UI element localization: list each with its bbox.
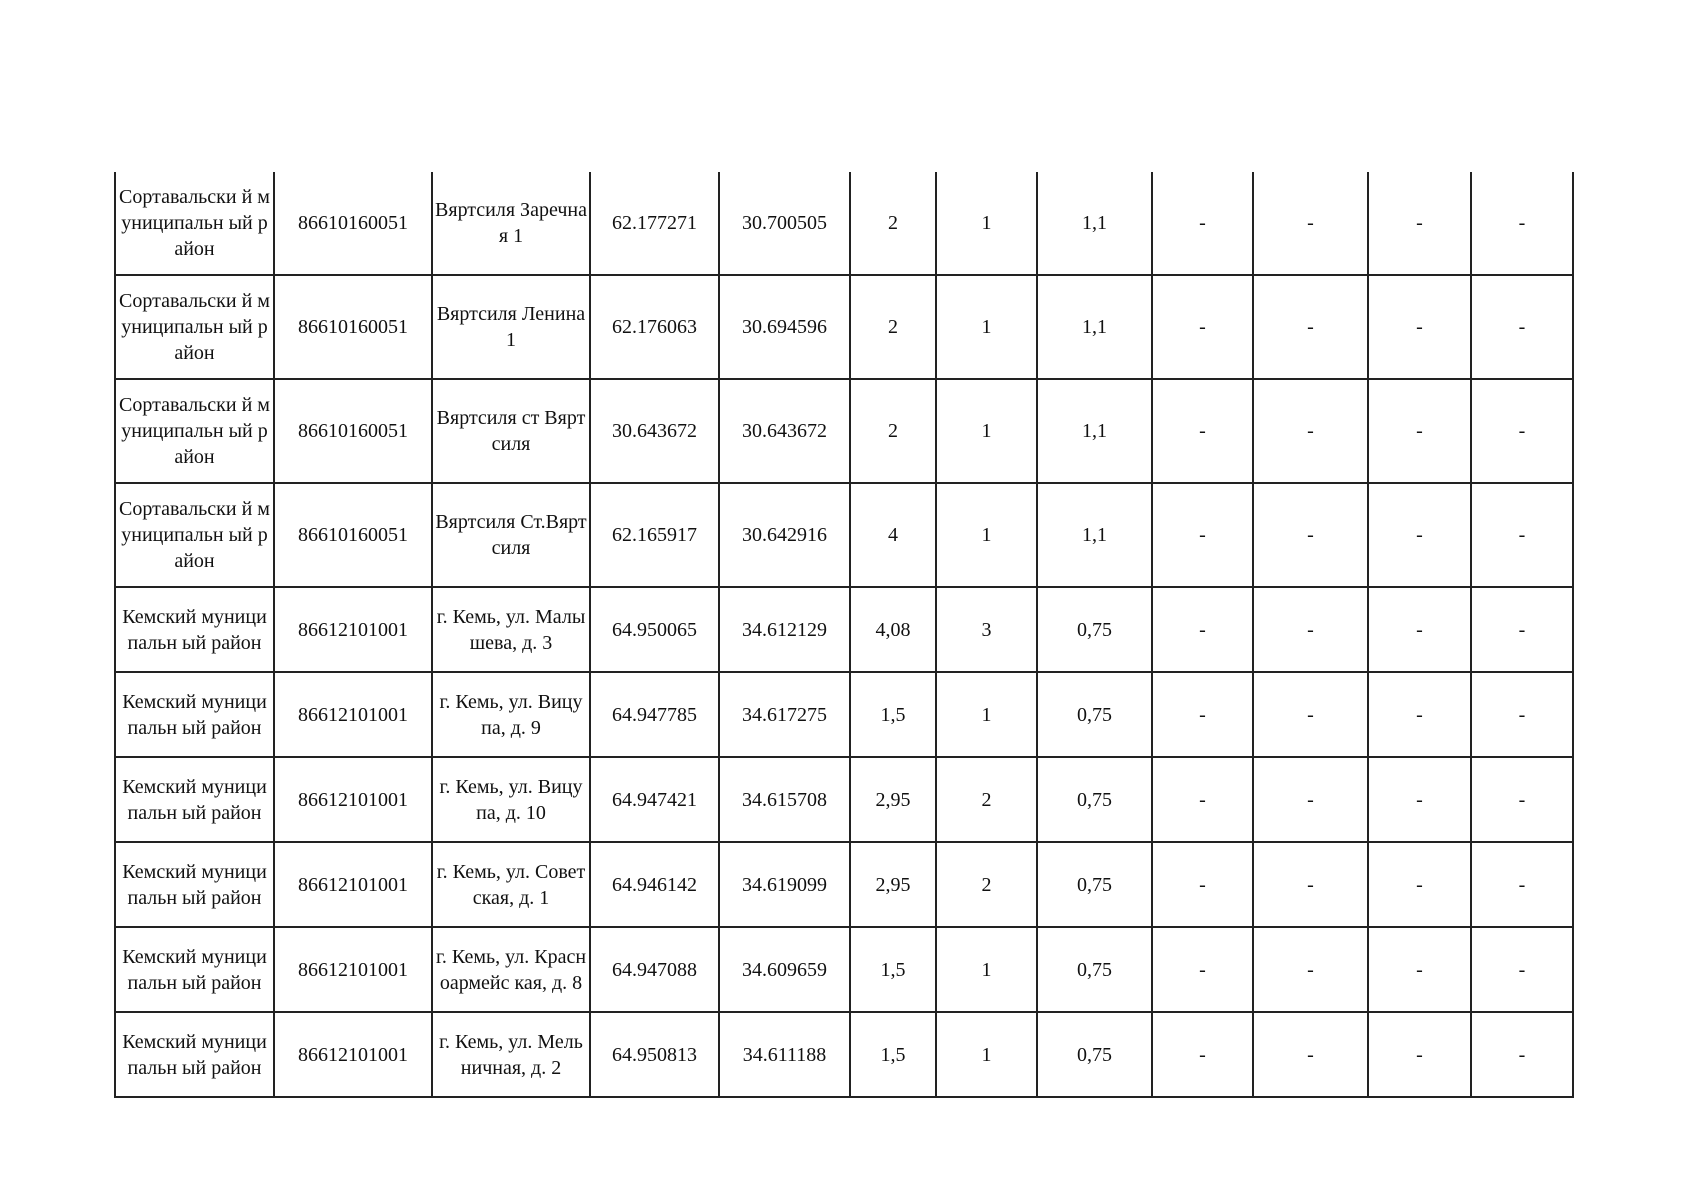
dash-cell-3: - [1368, 587, 1471, 672]
address-cell: г. Кемь, ул. Красноармейс кая, д. 8 [432, 927, 590, 1012]
container-count-cell: 2 [936, 757, 1037, 842]
table-row [115, 275, 1573, 379]
latitude-cell: 62.176063 [590, 275, 719, 379]
oktmo-cell: 86612101001 [274, 672, 432, 757]
address-cell: Вяртсиля Ст.Вяртсиля [432, 483, 590, 587]
district-cell: Кемский муниципальн ый район [115, 672, 274, 757]
dash-cell-2: - [1253, 483, 1368, 587]
table-row [115, 842, 1573, 927]
longitude-cell: 30.643672 [719, 379, 850, 483]
district-cell: Сортавальски й муниципальн ый район [115, 172, 274, 275]
area-cell: 2,95 [850, 842, 936, 927]
oktmo-cell: 86612101001 [274, 927, 432, 1012]
dash-cell-2: - [1253, 927, 1368, 1012]
latitude-cell: 64.950065 [590, 587, 719, 672]
dash-cell-2: - [1253, 757, 1368, 842]
dash-cell-4: - [1471, 172, 1573, 275]
address-cell: Вяртсиля Заречная 1 [432, 172, 590, 275]
address-cell: г. Кемь, ул. Советская, д. 1 [432, 842, 590, 927]
area-cell: 2 [850, 172, 936, 275]
dash-cell-4: - [1471, 927, 1573, 1012]
dash-cell-3: - [1368, 672, 1471, 757]
area-cell: 4 [850, 483, 936, 587]
dash-cell-4: - [1471, 483, 1573, 587]
table-row [115, 927, 1573, 1012]
table-body [115, 172, 1573, 1097]
area-cell: 1,5 [850, 1012, 936, 1097]
oktmo-cell: 86610160051 [274, 172, 432, 275]
volume-cell: 0,75 [1037, 757, 1152, 842]
address-cell: г. Кемь, ул. Мельничная, д. 2 [432, 1012, 590, 1097]
dash-cell-3: - [1368, 483, 1471, 587]
dash-cell-2: - [1253, 672, 1368, 757]
dash-cell-3: - [1368, 842, 1471, 927]
dash-cell-3: - [1368, 379, 1471, 483]
longitude-cell: 34.611188 [719, 1012, 850, 1097]
longitude-cell: 30.694596 [719, 275, 850, 379]
district-cell: Сортавальски й муниципальн ый район [115, 483, 274, 587]
oktmo-cell: 86612101001 [274, 842, 432, 927]
dash-cell-2: - [1253, 275, 1368, 379]
longitude-cell: 30.642916 [719, 483, 850, 587]
district-cell: Кемский муниципальн ый район [115, 587, 274, 672]
address-cell: г. Кемь, ул. Малышева, д. 3 [432, 587, 590, 672]
dash-cell-3: - [1368, 1012, 1471, 1097]
dash-cell-2: - [1253, 587, 1368, 672]
address-cell: г. Кемь, ул. Вицупа, д. 10 [432, 757, 590, 842]
latitude-cell: 30.643672 [590, 379, 719, 483]
volume-cell: 0,75 [1037, 927, 1152, 1012]
dash-cell-1: - [1152, 672, 1253, 757]
dash-cell-1: - [1152, 379, 1253, 483]
latitude-cell: 64.947785 [590, 672, 719, 757]
table-row [115, 483, 1573, 587]
dash-cell-3: - [1368, 172, 1471, 275]
district-cell: Кемский муниципальн ый район [115, 1012, 274, 1097]
container-count-cell: 1 [936, 672, 1037, 757]
table-row [115, 172, 1573, 275]
container-count-cell: 1 [936, 379, 1037, 483]
dash-cell-1: - [1152, 927, 1253, 1012]
longitude-cell: 30.700505 [719, 172, 850, 275]
volume-cell: 0,75 [1037, 1012, 1152, 1097]
district-cell: Кемский муниципальн ый район [115, 927, 274, 1012]
container-count-cell: 1 [936, 172, 1037, 275]
longitude-cell: 34.617275 [719, 672, 850, 757]
oktmo-cell: 86610160051 [274, 379, 432, 483]
area-cell: 2,95 [850, 757, 936, 842]
dash-cell-2: - [1253, 172, 1368, 275]
area-cell: 1,5 [850, 927, 936, 1012]
dash-cell-2: - [1253, 379, 1368, 483]
dash-cell-3: - [1368, 275, 1471, 379]
address-cell: г. Кемь, ул. Вицупа, д. 9 [432, 672, 590, 757]
volume-cell: 0,75 [1037, 587, 1152, 672]
container-count-cell: 2 [936, 842, 1037, 927]
area-cell: 2 [850, 379, 936, 483]
dash-cell-1: - [1152, 757, 1253, 842]
latitude-cell: 64.947088 [590, 927, 719, 1012]
volume-cell: 0,75 [1037, 842, 1152, 927]
dash-cell-4: - [1471, 757, 1573, 842]
address-cell: Вяртсиля Ленина 1 [432, 275, 590, 379]
dash-cell-4: - [1471, 275, 1573, 379]
dash-cell-1: - [1152, 172, 1253, 275]
dash-cell-1: - [1152, 1012, 1253, 1097]
latitude-cell: 62.165917 [590, 483, 719, 587]
volume-cell: 1,1 [1037, 483, 1152, 587]
longitude-cell: 34.609659 [719, 927, 850, 1012]
dash-cell-4: - [1471, 672, 1573, 757]
table-row [115, 757, 1573, 842]
district-cell: Сортавальски й муниципальн ый район [115, 275, 274, 379]
oktmo-cell: 86612101001 [274, 1012, 432, 1097]
table-row [115, 587, 1573, 672]
dash-cell-4: - [1471, 379, 1573, 483]
dash-cell-4: - [1471, 587, 1573, 672]
latitude-cell: 64.950813 [590, 1012, 719, 1097]
dash-cell-1: - [1152, 483, 1253, 587]
district-cell: Кемский муниципальн ый район [115, 757, 274, 842]
dash-cell-1: - [1152, 587, 1253, 672]
area-cell: 1,5 [850, 672, 936, 757]
dash-cell-1: - [1152, 842, 1253, 927]
data-table [114, 172, 1574, 1098]
longitude-cell: 34.619099 [719, 842, 850, 927]
dash-cell-3: - [1368, 927, 1471, 1012]
table-row [115, 379, 1573, 483]
longitude-cell: 34.615708 [719, 757, 850, 842]
latitude-cell: 64.947421 [590, 757, 719, 842]
latitude-cell: 64.946142 [590, 842, 719, 927]
container-count-cell: 1 [936, 1012, 1037, 1097]
address-cell: Вяртсиля ст Вяртсиля [432, 379, 590, 483]
latitude-cell: 62.177271 [590, 172, 719, 275]
longitude-cell: 34.612129 [719, 587, 850, 672]
container-count-cell: 1 [936, 275, 1037, 379]
volume-cell: 0,75 [1037, 672, 1152, 757]
dash-cell-2: - [1253, 1012, 1368, 1097]
container-count-cell: 1 [936, 483, 1037, 587]
district-cell: Кемский муниципальн ый район [115, 842, 274, 927]
container-count-cell: 1 [936, 927, 1037, 1012]
area-cell: 2 [850, 275, 936, 379]
dash-cell-2: - [1253, 842, 1368, 927]
volume-cell: 1,1 [1037, 275, 1152, 379]
volume-cell: 1,1 [1037, 172, 1152, 275]
table-row [115, 672, 1573, 757]
volume-cell: 1,1 [1037, 379, 1152, 483]
oktmo-cell: 86612101001 [274, 757, 432, 842]
dash-cell-4: - [1471, 1012, 1573, 1097]
dash-cell-3: - [1368, 757, 1471, 842]
container-count-cell: 3 [936, 587, 1037, 672]
dash-cell-1: - [1152, 275, 1253, 379]
oktmo-cell: 86610160051 [274, 483, 432, 587]
oktmo-cell: 86610160051 [274, 275, 432, 379]
oktmo-cell: 86612101001 [274, 587, 432, 672]
area-cell: 4,08 [850, 587, 936, 672]
district-cell: Сортавальски й муниципальн ый район [115, 379, 274, 483]
dash-cell-4: - [1471, 842, 1573, 927]
table-row [115, 1012, 1573, 1097]
